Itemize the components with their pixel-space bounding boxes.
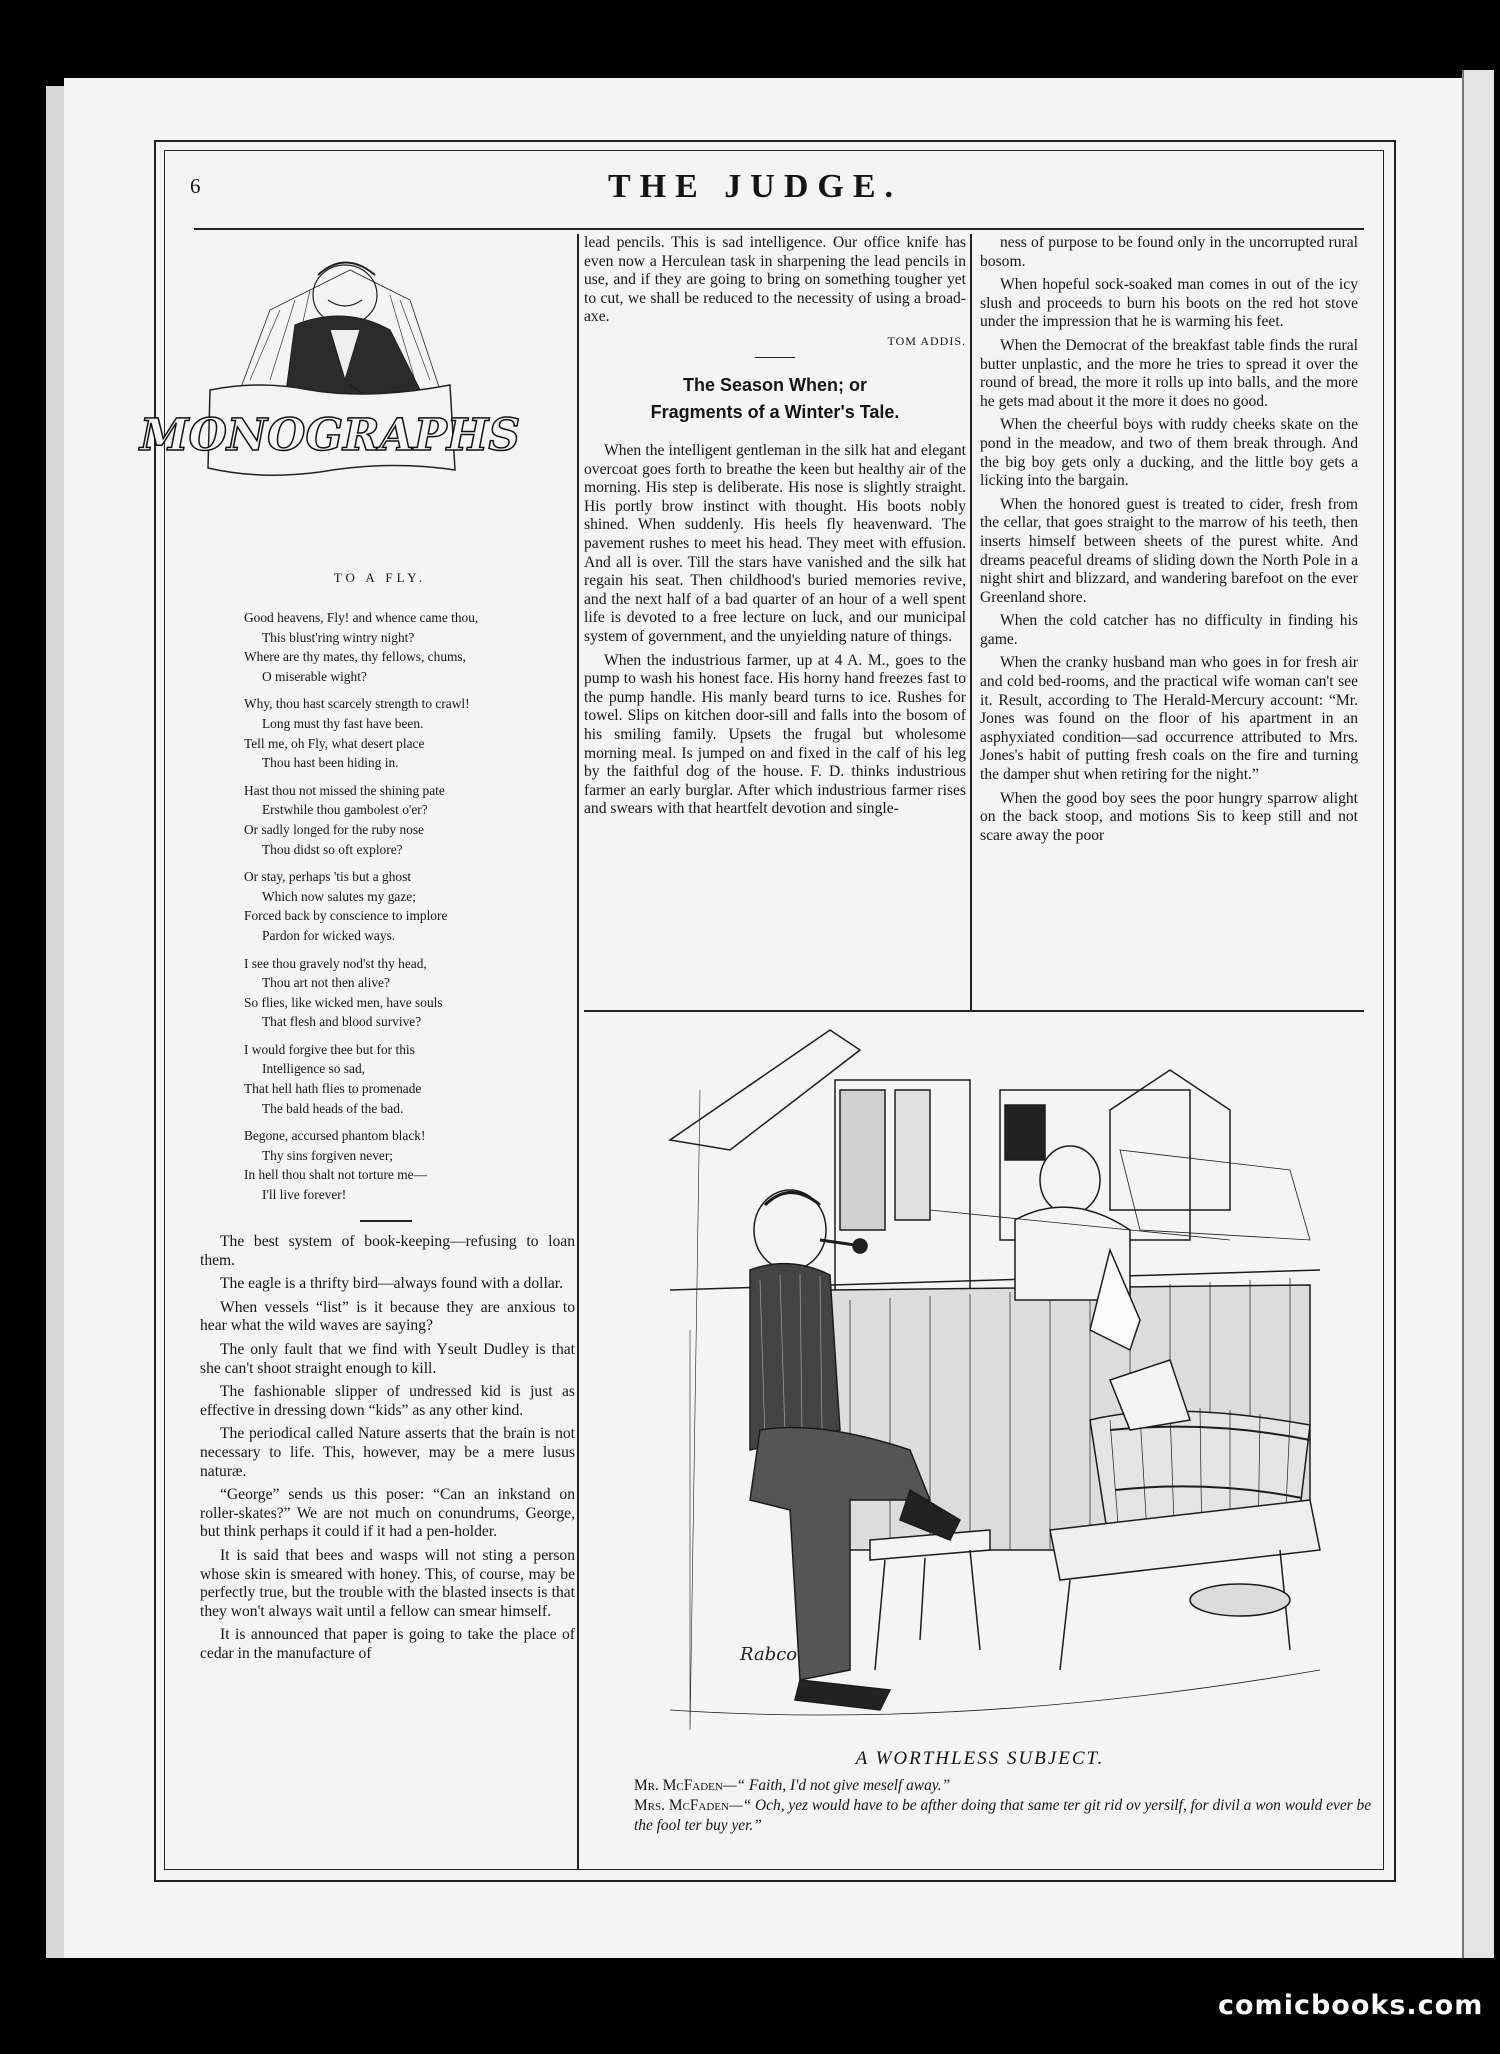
article-body <box>584 442 966 819</box>
poem-line: Thou art not then alive? <box>262 975 390 991</box>
poem-title: TO A FLY. <box>333 570 427 585</box>
poem-line: In hell thou shalt not torture me— <box>244 1167 427 1183</box>
paragraph: When the cranky husband man who goes in for fresh air and cold bed-rooms, and the practical wife woman can't see it. Result, according to The Herald-Mercury account: “Mr. Jones was found on the floor of his apartment in an asphyxiated condition—sad occurrence attributed to Mrs. Jones's habit of putting fresh coals on the fire and turning the damper shut when retiring for the night.” <box>980 654 1358 784</box>
paragraph: The eagle is a thrifty bird—always found with a dollar. <box>220 1275 563 1293</box>
caption-line-2 <box>600 1796 1372 1836</box>
poem-line: Good heavens, Fly! and whence came thou, <box>244 610 479 625</box>
poem-stanza <box>244 1126 574 1204</box>
paragraph: When the industrious farmer, up at 4 A. M., goes to the pump to wash his honest face. His horny hand freezes fast to the pump handle. His manly beard turns to ice. Rushes for towel. Slips on kitchen door-sill and falls into the bosom of his smiling family. Upsets the frugal but wholesome morning meal. Is jumped on and fixed in the calf of his leg by the faithful dog of the house. F. D. thinks industrious farmer an early burglar. After which industrious farmer rises and swears with that heartfelt devotion and single- <box>584 651 966 818</box>
poem-line: I would forgive thee but for this <box>244 1041 415 1057</box>
poem-line: That flesh and blood survive? <box>262 1014 422 1030</box>
heading-line-2: Fragments of a Winter's Tale. <box>650 402 900 423</box>
poem-line: Pardon for wicked ways. <box>262 927 396 943</box>
column-divider-1 <box>577 234 579 1870</box>
poem-line: Thou didst so oft explore? <box>262 841 403 857</box>
cartoon-illustration <box>670 1030 1320 1730</box>
middle-lead-text: lead pencils. This is sad intelligence. Our office knife has even now a Herculean task in sharpening the lead pencils in use, and if they are going to bring on something tougher yet to cut, we shall be reduced to the necessity of using a broad-axe. <box>584 234 966 326</box>
banner-text: MONOGRAPHS <box>139 410 521 461</box>
paragraph: When the cold catcher has no difficulty in finding his game. <box>980 612 1358 648</box>
paragraph: When the good boy sees the poor hungry sparrow alight on the back stoop, and motions Sis to keep still and not scare away the poor <box>980 789 1358 844</box>
poem-line: Hast thou not missed the shining pate <box>244 782 445 798</box>
poem-line: I see thou gravely nod'st thy head, <box>244 955 427 971</box>
poem-stanza <box>244 781 574 859</box>
monographs-header-illustration <box>139 240 570 560</box>
speech-2: —“ Och, yez would have to be afther doing that same ter git rid ov yersilf, for divil a won would ever be the fool ter buy yer.” <box>634 1797 1372 1834</box>
caption-line-1 <box>600 1776 1372 1796</box>
poem-stanza <box>244 1040 574 1118</box>
paragraph: The best system of book-keeping—refusing to loan them. <box>200 1233 575 1269</box>
poem-line: Long must thy fast have been. <box>262 715 424 731</box>
article-heading <box>584 372 966 426</box>
poem-line: O miserable wight? <box>262 668 367 684</box>
paragraph: When vessels “list” is it because they are anxious to hear what the wild waves are saying? <box>200 1298 575 1335</box>
poem-line: Or stay, perhaps 'tis but a ghost <box>244 869 412 885</box>
poem-line: Erstwhile thou gambolest o'er? <box>262 802 428 818</box>
paragraph: When the Democrat of the breakfast table finds the rural butter unplastic, and the more he tries to spread it over the round of bread, the more it rolls up into balls, and the more he gets mad about it the more it does no good. <box>980 336 1358 410</box>
poem-line: Begone, accursed phantom black! <box>244 1128 426 1144</box>
poem-stanza <box>244 694 574 772</box>
poem-line: That hell hath flies to promenade <box>244 1081 422 1097</box>
cartoon-signature: Rabco <box>740 1644 798 1665</box>
poem-line: Thou hast been hiding in. <box>262 755 399 771</box>
paragraph: ness of purpose to be found only in the uncorrupted rural bosom. <box>980 234 1358 270</box>
heading-line-1: The Season When; or <box>682 375 868 396</box>
column-left <box>200 1233 575 1668</box>
paragraph: When the intelligent gentleman in the silk hat and elegant overcoat goes forth to breathe the keen but healthy air of the morning. His step is deliberate. His nose is slightly straight. His portly brow instinct with thought. His boots nobly shined. When suddenly. His heels fly heavenward. The pavement rushes to meet his head. They meet with effusion. And all is over. Till the stars have vanished and the silk hat regain his seat. Then childhood's buried memories revive, and the next half of a bad quarter of an hour of a well spent life is devoted to a free lecture on luck, and our municipal system of government, and the unyielding nature of things. <box>584 442 966 645</box>
speaker-2: Mrs. McFaden <box>634 1797 729 1814</box>
poem-line: Thy sins forgiven never; <box>262 1147 394 1163</box>
poem-line: Why, thou hast scarcely strength to crawl! <box>244 696 470 712</box>
masthead-title: THE JUDGE. <box>607 168 903 205</box>
poem-stanza <box>244 867 574 945</box>
column-middle <box>584 234 966 824</box>
poem-line: Forced back by conscience to implore <box>244 908 448 924</box>
poem-stanza <box>244 954 574 1032</box>
poem-line: Or sadly longed for the ruby nose <box>244 821 424 837</box>
article-rule <box>755 357 795 359</box>
column-divider-2 <box>970 234 972 1010</box>
poem-line: Which now salutes my gaze; <box>262 888 416 904</box>
speech-1: —“ Faith, I'd not give meself away.” <box>722 1777 951 1794</box>
poem-line: Intelligence so sad, <box>262 1061 365 1077</box>
paragraph: When the cheerful boys with ruddy cheeks skate on the pond in the meadow, and two of them break through. And the big boy gets only a ducking, and the little boy gets a licking into the bargain. <box>980 416 1358 490</box>
poem <box>244 608 574 1213</box>
poem-line: This blust'ring wintry night? <box>262 629 415 645</box>
paragraph: It is announced that paper is going to take the place of cedar in the manufacture of <box>200 1626 575 1662</box>
poem-line: Where are thy mates, thy fellows, chums, <box>244 649 466 665</box>
paragraph: The fashionable slipper of undressed kid is just as effective in dressing down “kids” as any other kind. <box>200 1383 575 1419</box>
paragraph: It is said that bees and wasps will not sting a person whose skin is smeared with honey. This, of course, may be perfectly true, but the trouble with the blasted insects is that they won't always wait until a fellow can smear himself. <box>200 1546 575 1620</box>
cartoon-top-rule <box>584 1010 1364 1012</box>
cartoon-title: A WORTHLESS SUBJECT. <box>855 1748 1105 1769</box>
paragraph: When the honored guest is treated to cider, fresh from the cellar, that goes straight to the marrow of his teeth, then inserts himself between sheets of the purest white. And dreams peaceful dreams of sliding down the North Pole in a night shirt and blizzard, and wandering barefoot on the ever Greenland shore. <box>980 495 1358 606</box>
poem-line: So flies, like wicked men, have souls <box>244 994 443 1010</box>
poem-line: The bald heads of the bad. <box>262 1100 404 1116</box>
poem-line: Tell me, oh Fly, what desert place <box>244 735 425 751</box>
poem-stanza <box>244 608 574 686</box>
page-number: 6 <box>190 174 201 198</box>
paragraph: “George” sends us this poser: “Can an inkstand on roller-skates?” We are not much on conundrums, George, but think perhaps it could if it had a pen-holder. <box>200 1486 575 1541</box>
column-right <box>980 234 1358 850</box>
watermark: comicbooks.com <box>1218 1990 1484 2021</box>
right-page-edge <box>1462 70 1494 1958</box>
paragraph: The only fault that we find with Yseult Dudley is that she can't shoot straight enough to kill. <box>200 1340 575 1377</box>
paragraph: The periodical called Nature asserts that the brain is not necessary to life. This, however, may be a mere lusus naturæ. <box>200 1425 575 1480</box>
poem-end-rule <box>360 1220 412 1222</box>
speaker-1: Mr. McFaden <box>634 1777 723 1794</box>
left-page-edge <box>46 86 64 1958</box>
poem-line: I'll live forever! <box>262 1187 347 1203</box>
paragraph: When hopeful sock-soaked man comes in out of the icy slush and proceeds to burn his boots on the red hot stove under the impression that he is warming his feet. <box>980 276 1358 331</box>
masthead-rule <box>194 228 1364 230</box>
article-signature: TOM ADDIS. <box>887 333 966 348</box>
cartoon-caption <box>600 1776 1372 1836</box>
